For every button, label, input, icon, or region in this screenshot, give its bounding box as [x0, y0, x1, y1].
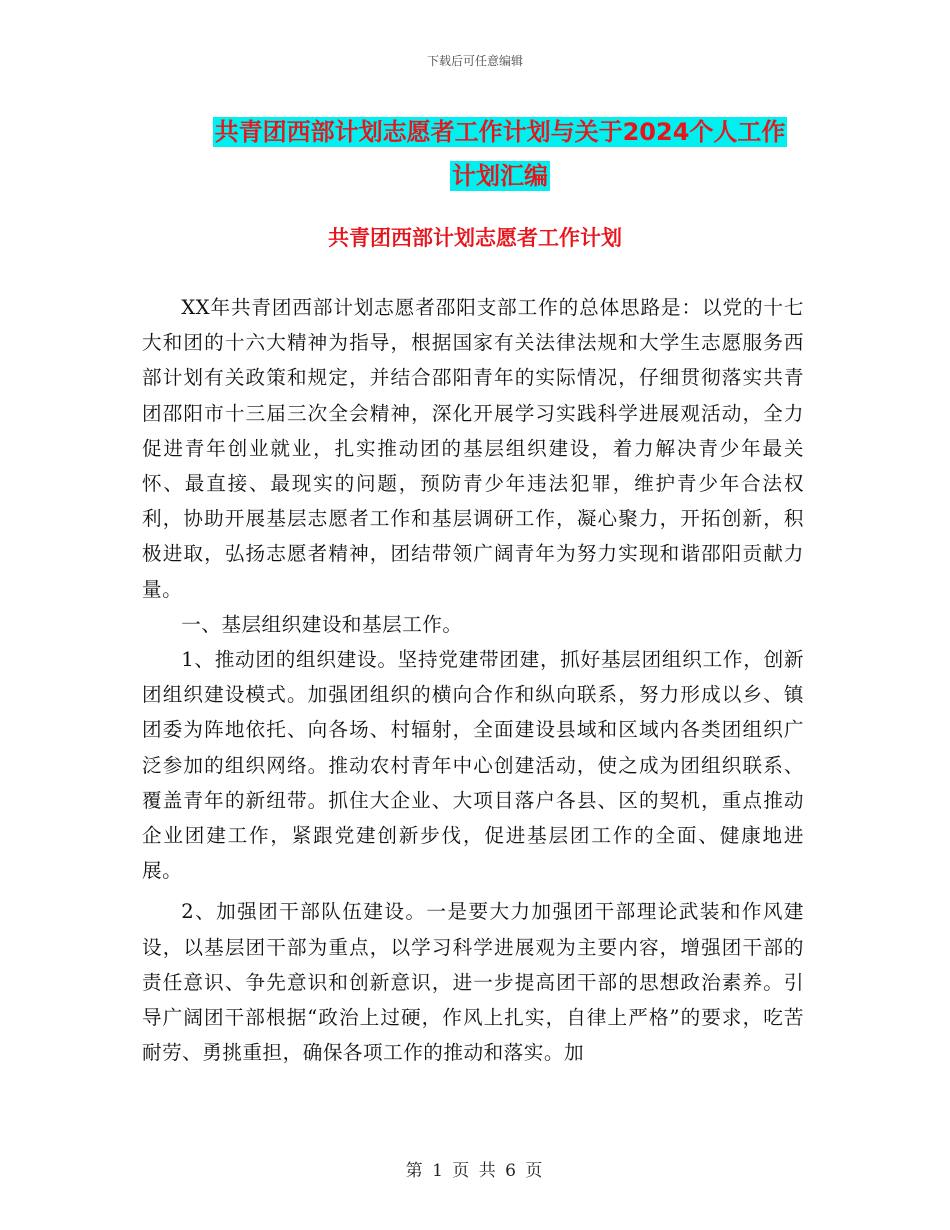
document-title	[150, 110, 850, 198]
paragraph-intro: XX年共青团西部计划志愿者邵阳支部工作的总体思路是：以党的十七大和团的十六大精神为指导，根据国家有关法律法规和大学生志愿服务西部计划有关政策和规定，并结合邵阳青年的实际情况，仔细贯彻落实共青团邵阳市十三届三次全会精神，深化开展学习实践科学进展观活动，全力促进青年创业就业，扎实推动团的基层组织建设，着力解决青少年最关怀、最直接、最现实的问题，预防青少年违法犯罪，维护青少年合法权利，协助开展基层志愿者工作和基层调研工作，凝心聚力，开拓创新，积极进取，弘扬志愿者精神，团结带领广阔青年为努力实现和谐邵阳贡献力量。	[142, 296, 804, 601]
document-body	[142, 290, 804, 1070]
page-number: 第 1 页 共 6 页	[405, 1161, 545, 1181]
document-title-line1: 共青团西部计划志愿者工作计划与关于2024个人工作	[214, 118, 786, 146]
paragraph-item-1: 1、推动团的组织建设。坚持党建带团建，抓好基层团组织工作，创新团组织建设模式。加强团组织的横向合作和纵向联系，努力形成以乡、镇团委为阵地依托、向各场、村辐射，全面建设县域和区域内各类团组织广泛参加的组织网络。推动农村青年中心创建活动，使之成为团组织联系、覆盖青年的新纽带。抓住大企业、大项目落户各县、区的契机，重点推动企业团建工作，紧跟党建创新步伐，促进基层团工作的全面、健康地进展。	[142, 648, 804, 883]
paragraph-item-2: 2、加强团干部队伍建设。一是要大力加强团干部理论武装和作风建设，以基层团干部为重点，以学习科学进展观为主要内容，增强团干部的责任意识、争先意识和创新意识，进一步提高团干部的思想政治素养。引导广阔团干部根据“政治上过硬，作风上扎实，自律上严格”的要求，吃苦耐劳、勇挑重担，确保各项工作的推动和落实。加	[142, 900, 804, 1065]
paragraph-heading-1: 一、基层组织建设和基层工作。	[181, 612, 463, 636]
page-header-note: 下载后可任意编辑	[426, 54, 523, 68]
document-title-line2: 计划汇编	[452, 162, 548, 190]
section-title: 共青团西部计划志愿者工作计划	[328, 226, 622, 250]
